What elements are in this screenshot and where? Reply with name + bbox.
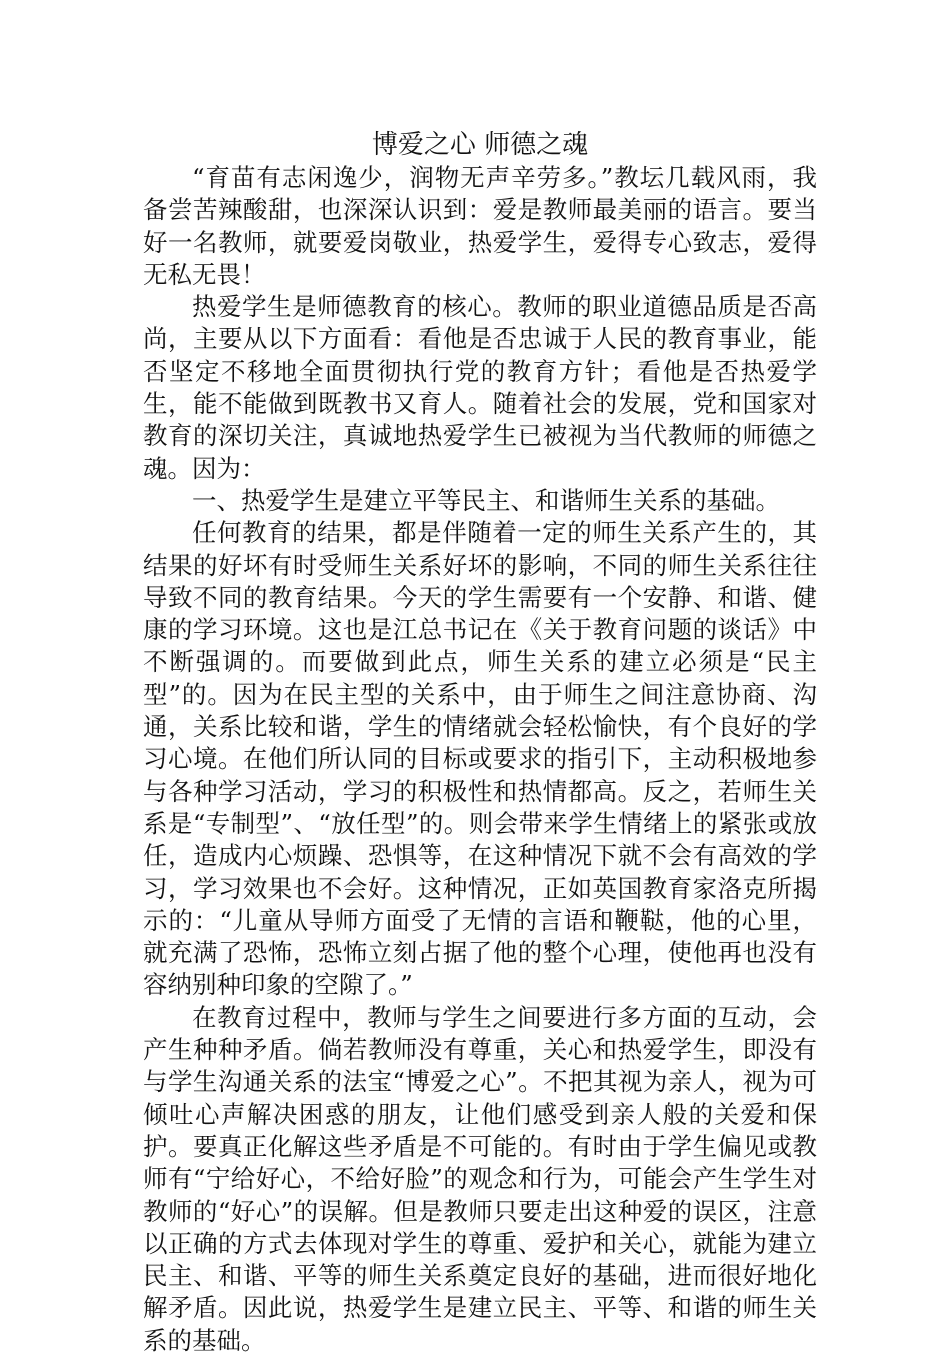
paragraph-intro: “育苗有志闲逸少，润物无声辛劳多。”教坛几载风雨，我备尝苦辣酸甜，也深深认识到：爱是教师最美丽的语言。要当好一名教师，就要爱岗敬业，热爱学生，爱得专心致志，爱得无私无畏！ (143, 163, 817, 289)
paragraph-interaction: 在教育过程中，教师与学生之间要进行多方面的互动，会产生种种矛盾。倘若教师没有尊重，关心和热爱学生，即没有与学生沟通关系的法宝“博爱之心”。不把其视为亲人，视为可倾吐心声解决困惑的朋友，让他们感受到亲人般的关爱和保护。要真正化解这些矛盾是不可能的。有时由于学生偏见或教师有“宁给好心，不给好脸”的观念和行为，可能会产生学生对教师的“好心”的误解。但是教师只要走出这种爱的误区，注意以正确的方式去体现对学生的尊重、爱护和关心，就能为建立民主、和谐、平等的师生关系奠定良好的基础，进而很好地化解矛盾。因此说，热爱学生是建立民主、平等、和谐的师生关系的基础。 (143, 1002, 817, 1355)
document-body (143, 128, 817, 1357)
paragraph-core: 热爱学生是师德教育的核心。教师的职业道德品质是否高尚，主要从以下方面看：看他是否忠诚于人民的教育事业，能否坚定不移地全面贯彻执行党的教育方针；看他是否热爱学生，能不能做到既教书又育人。随着社会的发展，党和国家对教育的深切关注，真诚地热爱学生已被视为当代教师的师德之魂。因为： (143, 292, 817, 483)
paragraph-relationship: 任何教育的结果，都是伴随着一定的师生关系产生的，其结果的好坏有时受师生关系好坏的影响，不同的师生关系往往导致不同的教育结果。今天的学生需要有一个安静、和谐、健康的学习环境。这也是江总书记在《关于教育问题的谈话》中不断强调的。而要做到此点，师生关系的建立必须是“民主型”的。因为在民主型的关系中，由于师生之间注意协商、沟通，关系比较和谐，学生的情绪就会轻松愉快，有个良好的学习心境。在他们所认同的目标或要求的指引下，主动积极地参与各种学习活动，学习的积极性和热情都高。反之，若师生关系是“专制型”、“放任型”的。则会带来学生情绪上的紧张或放任，造成内心烦躁、恐惧等，在这种情况下就不会有高效的学习，学习效果也不会好。这种情况，正如英国教育家洛克所揭示的：“儿童从导师方面受了无情的言语和鞭鞑，他的心里，就充满了恐怖，恐怖立刻占据了他的整个心理，使他再也没有容纳别种印象的空隙了。” (143, 518, 817, 1000)
section-heading-one: 一、热爱学生是建立平等民主、和谐师生关系的基础。 (192, 485, 780, 515)
document-title: 博爱之心 师德之魂 (371, 130, 589, 160)
